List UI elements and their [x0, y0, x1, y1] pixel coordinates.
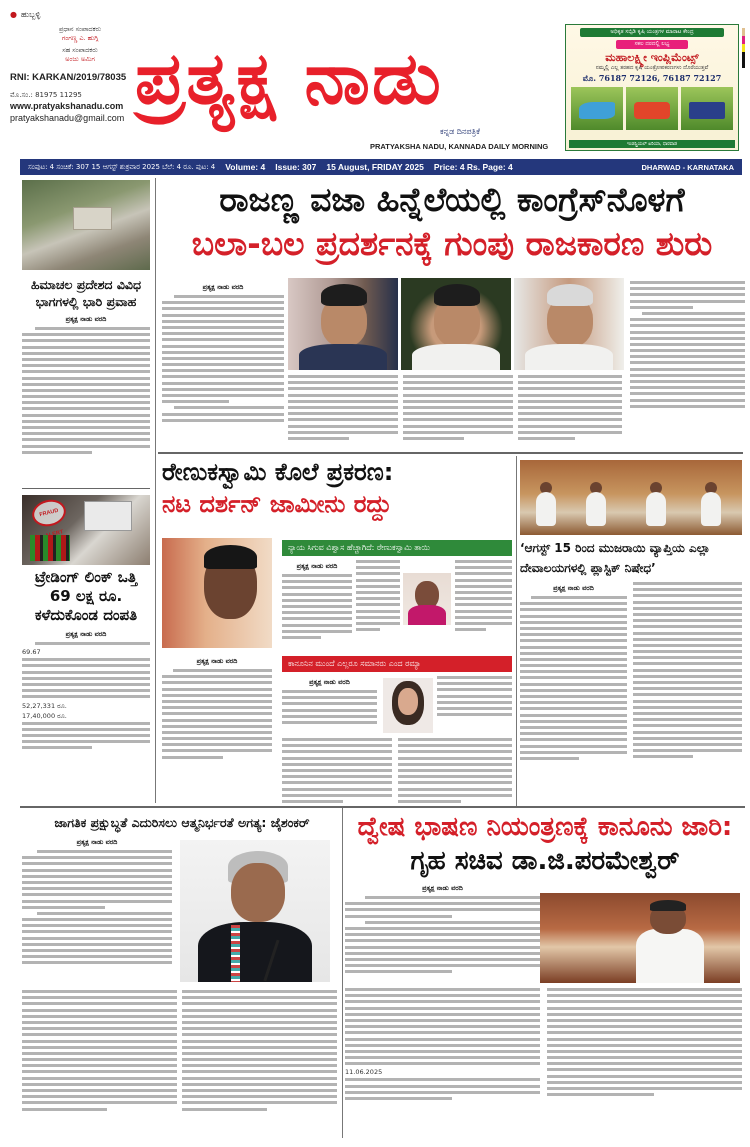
column-divider — [516, 456, 517, 806]
lead-byline: ಪ್ರತ್ಯಕ್ಷ ನಾಡು ವರದಿ — [202, 283, 244, 291]
lead-photos — [288, 278, 624, 370]
column-divider — [342, 808, 343, 1138]
page-label — [10, 10, 150, 21]
logo-text: ಪ್ರತ್ಯಕ್ಷ ನಾಡು — [135, 36, 443, 120]
fraud-body-text — [22, 642, 150, 749]
tagline-english: PRATYAKSHA NADU, KANNADA DAILY MORNING — [370, 142, 549, 151]
lead-body-text — [162, 295, 284, 422]
mother-article — [282, 560, 352, 642]
fraud-alert-photo — [22, 495, 150, 565]
darshan-photo — [162, 538, 272, 648]
jaishankar-photo — [180, 840, 330, 982]
mother-body-text — [282, 574, 352, 639]
section-divider — [20, 806, 745, 808]
ad-brand-name: ಮಹಾಲಕ್ಷ್ಮೀ ಇಂಪ್ಲಿಮೆಂಟ್ಸ್ — [605, 51, 699, 64]
editor-name: ಗಂಗಣ್ಣ ಎ. ಹುಗ್ಗಿ — [61, 33, 99, 42]
fraud-alert-stamp: FRAUD — [29, 496, 68, 529]
hate-speech-body-column-2 — [345, 988, 540, 1103]
folio-volume: Volume: 4 — [225, 162, 266, 172]
ad-subline: ನಮ್ಮಲ್ಲಿ ಎಲ್ಲ ತರಹದ ಕೃಷಿ ಯಂತ್ರೋಪಕರಣಗಳು ದೊರೆಯುತ್ತವೆ — [595, 65, 709, 71]
email-link[interactable]: pratyakshanadu@gmail.com — [10, 113, 125, 124]
jaishankar-body-column-2 — [22, 990, 177, 1114]
ramya-byline: ಪ್ರತ್ಯಕ್ಷ ನಾಡು ವರದಿ — [309, 678, 350, 686]
jaishankar-body-column-3 — [182, 990, 337, 1114]
candlestick-chart — [30, 535, 70, 561]
mother-body-column-3 — [455, 560, 512, 634]
renukaswamy-mother-photo — [403, 573, 451, 625]
plastic-ban-article — [520, 582, 627, 763]
renukaswamy-headline-line2[interactable]: ನಟ ದರ್ಶನ್ ಜಾಮೀನು ರದ್ದು — [162, 490, 392, 518]
ad-footer: ಇಂಡಸ್ಟ್ರಿಯಲ್ ಏರಿಯಾ, ಧಾರವಾಡ — [569, 140, 735, 148]
mother-byline: ಪ್ರತ್ಯಕ್ಷ ನಾಡು ವರದಿ — [296, 562, 338, 570]
subheadline-mother[interactable]: ನ್ಯಾಯ ಸಿಗುವ ವಿಶ್ವಾಸ ಹೆಚ್ಚಾಗಿದೆ: ರೇಣುಕಸ್ವಾಮಿ ತಾಯಿ — [282, 540, 512, 556]
hate-speech-headline-line2[interactable]: ಗೃಹ ಸಚಿವ ಡಾ.ಜಿ.ಪರಮೇಶ್ವರ್ — [410, 846, 680, 876]
ad-product-photos — [571, 87, 733, 130]
flood-headline[interactable]: ಹಿಮಾಚಲ ಪ್ರದೇಶದ ವಿವಿಧ ಭಾಗಗಳಲ್ಲಿ ಭಾರಿ ಪ್ರವಾಹ — [30, 277, 142, 309]
fraud-figure-amount: 69.67 — [22, 648, 41, 657]
folio-date: 15 August, FRIDAY 2025 — [326, 162, 424, 172]
laptop-screen — [84, 501, 132, 531]
section-divider — [158, 452, 743, 454]
hate-speech-body-text — [345, 896, 540, 973]
ramya-photo — [383, 678, 433, 733]
flood-photo — [22, 180, 150, 270]
editor-label: ಪ್ರಧಾನ ಸಂಪಾದಕರು — [58, 24, 102, 33]
folio-bar — [20, 159, 742, 175]
hate-speech-headline-line1[interactable]: ದ್ವೇಷ ಭಾಷಣ ನಿಯಂತ್ರಣಕ್ಕೆ ಕಾನೂನು ಜಾರಿ: — [357, 812, 733, 842]
ramya-body-text — [282, 690, 377, 724]
fraud-article — [22, 628, 150, 752]
lead-article-column-4 — [518, 375, 622, 443]
ramya-body-column-3 — [282, 738, 392, 806]
flood-body-text — [22, 327, 150, 454]
parameshwar-photo — [540, 893, 740, 983]
flood-article — [22, 313, 150, 457]
trailer-photo — [681, 87, 733, 130]
mother-body-column-2 — [356, 560, 400, 634]
ad-phone: ಮೊ. 76187 72126, 76187 72127 — [582, 73, 722, 83]
ad-top-strip: ಅಧಿಕೃತ ಸಬ್ಸಿಡಿ ಕೃಷಿ ಯಂತ್ರಗಳ ಮಾರಾಟ ಕೇಂದ್ರ — [580, 28, 724, 37]
renukaswamy-body-text — [162, 669, 272, 759]
associate-editor-label: ಸಹ ಸಂಪಾದಕರು — [62, 46, 98, 55]
lead-headline-line2[interactable]: ಬಲಾ-ಬಲ ಪ್ರದರ್ಶನಕ್ಕೆ ಗುಂಪು ರಾಜಕಾರಣ ಶುರು — [191, 224, 713, 263]
lead-article-column-5 — [630, 281, 745, 411]
renukaswamy-article — [162, 655, 272, 762]
website-link[interactable]: www.pratyakshanadu.com — [10, 101, 124, 112]
associate-editor-name: ಅಂಜು ಅಮಿಗ — [65, 55, 95, 64]
tagline-kannada: ಕನ್ನಡ ದಿನಪತ್ರಿಕೆ — [440, 127, 481, 136]
rotavator-photo — [626, 87, 678, 130]
hate-speech-body-column-3 — [547, 988, 742, 1099]
plastic-ban-body-text — [520, 596, 627, 760]
plastic-ban-headline[interactable]: ‘ಆಗಸ್ಟ್ 15 ರಿಂದ ಮುಜರಾಯಿ ವ್ಯಾಪ್ತಿಯ ಎಲ್ಲಾ ದೇವಾಲಯಗಳಲ್ಲಿ ಪ್ಲಾಸ್ಟಿಕ್ ನಿಷೇಧ’ — [520, 541, 711, 575]
lead-article-column-3 — [403, 375, 513, 443]
politician-photo-2 — [401, 278, 511, 370]
renukaswamy-byline: ಪ್ರತ್ಯಕ್ಷ ನಾಡು ವರದಿ — [196, 657, 238, 665]
renukaswamy-headline-line1[interactable]: ರೇಣುಕಸ್ವಾಮಿ ಕೊಲೆ ಪ್ರಕರಣ: — [162, 458, 394, 486]
hate-speech-article — [345, 882, 540, 976]
jaishankar-headline[interactable]: ಜಾಗತಿಕ ಪ್ರಕ್ಷುಬ್ಧತೆ ಎದುರಿಸಲು ಆತ್ಮನಿರ್ಭರತೆ ಅಗತ್ಯ: ಜೈಶಂಕರ್ — [54, 815, 310, 830]
politician-photo-3 — [514, 278, 624, 370]
folio-kannada-info: ಸಂಪುಟ: 4 ಸಂಚಿಕೆ: 307 15 ಆಗಸ್ಟ್ ಶುಕ್ರವಾರ 2025 ಬೆಲೆ: 4 ರೂ. ಪುಟ: 4 — [28, 162, 216, 171]
ramya-body-column-4 — [398, 738, 512, 806]
masthead — [0, 0, 750, 157]
phone-number: ಮೊ.ಸಂ.: 81975 11295 — [10, 90, 82, 99]
jaishankar-body-text — [22, 850, 172, 964]
assembly-session-photo — [520, 460, 742, 535]
column-divider — [155, 178, 156, 803]
ramya-article — [282, 676, 377, 727]
plastic-ban-byline: ಪ್ರತ್ಯಕ್ಷ ನಾಡು ವರದಿ — [553, 584, 594, 592]
plough-photo — [571, 87, 623, 130]
flooded-building — [73, 207, 111, 230]
jaishankar-byline: ಪ್ರತ್ಯಕ್ಷ ನಾಡು ವರದಿ — [76, 838, 118, 846]
rni-number: RNI: KARKAN/2019/78035 — [10, 71, 127, 83]
hate-speech-date: 11.06.2025 — [345, 1068, 383, 1077]
ad-badge: ಸಕಲ ದರದಲ್ಲಿ ಲಭ್ಯ — [616, 40, 688, 49]
folio-issue: Issue: 307 — [275, 162, 317, 172]
fraud-figure-amount-2: 52,27,331 ರೂ. — [22, 701, 67, 710]
subheadline-ramya[interactable]: ಕಾನೂನಿನ ಮುಂದೆ ಎಲ್ಲರೂ ಸಮಾನರು ಎಂದ ರಮ್ಯಾ — [282, 656, 512, 672]
plastic-ban-body-column-2 — [633, 582, 742, 761]
flood-byline: ಪ್ರತ್ಯಕ್ಷ ನಾಡು ವರದಿ — [65, 315, 107, 323]
jaishankar-article — [22, 836, 172, 968]
folio-place: DHARWAD - KARNATAKA — [641, 162, 734, 172]
masthead-left-info — [10, 10, 150, 124]
fraud-figure-amount-3: 17,40,000 ರೂ. — [22, 711, 67, 720]
fraud-byline: ಪ್ರತ್ಯಕ್ಷ ನಾಡು ವರದಿ — [65, 630, 107, 638]
ramya-body-column-2 — [437, 676, 512, 719]
bullet-icon: ● — [10, 10, 17, 19]
hate-speech-byline: ಪ್ರತ್ಯಕ್ಷ ನಾಡು ವರದಿ — [422, 884, 463, 892]
politician-photo-1 — [288, 278, 398, 370]
lead-article-column-1 — [162, 281, 284, 425]
lead-headline-line1[interactable]: ರಾಜಣ್ಣ ವಜಾ ಹಿನ್ನೆಲೆಯಲ್ಲಿ ಕಾಂಗ್ರೆಸ್‌ನೊಳಗೆ — [219, 180, 685, 219]
advertisement-mahalakshmi[interactable] — [565, 24, 739, 151]
folio-price-page: Price: 4 Rs. Page: 4 — [433, 162, 513, 172]
print-color-registration-bar — [742, 28, 745, 68]
lead-article-column-2 — [288, 375, 398, 443]
section-divider — [22, 488, 150, 489]
fraud-headline[interactable]: ಟ್ರೇಡಿಂಗ್ ಲಿಂಕ್ ಒತ್ತಿ 69 ಲಕ್ಷ ರೂ. ಕಳೆದುಕೊಂಡ ದಂಪತಿ — [34, 568, 138, 624]
page-label-text: ಹುಬ್ಬಳ್ಳಿ — [20, 10, 41, 19]
newspaper-logo — [135, 28, 555, 128]
